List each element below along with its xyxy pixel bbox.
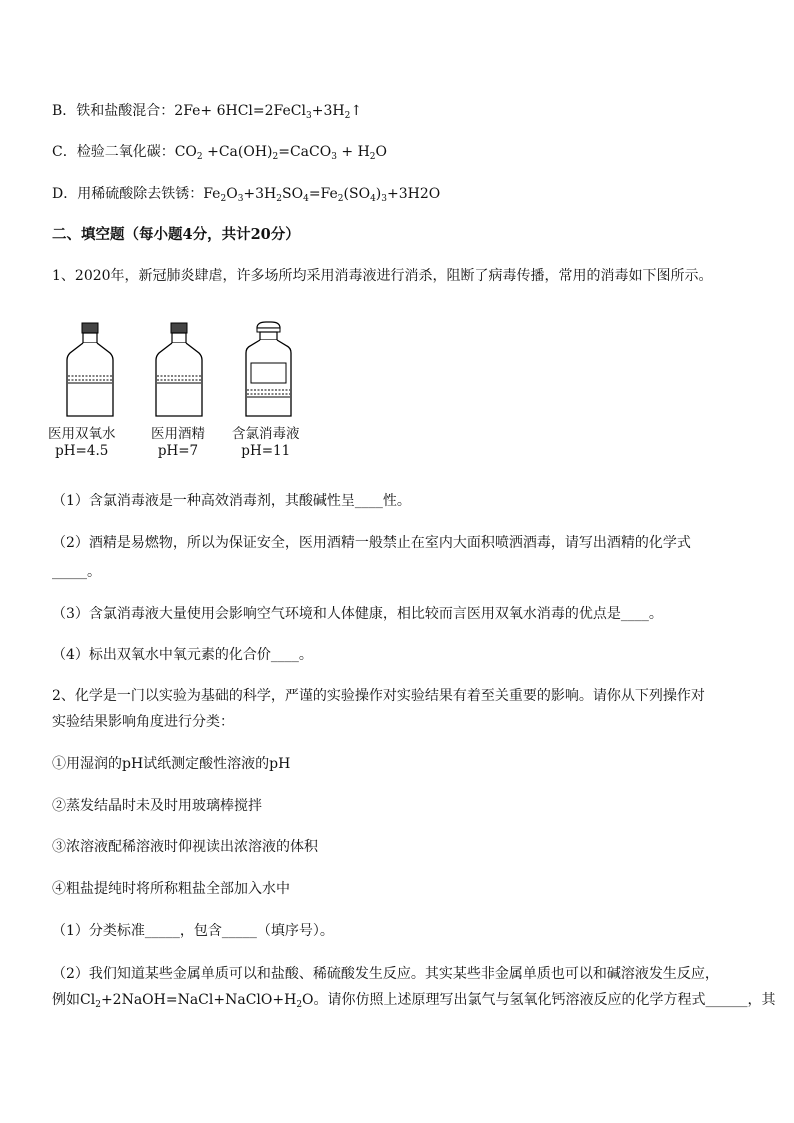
option-c: C．检验二氧化碳：$CO_2$ $+Ca(OH)_2=CaCO_3 + H_2O$: [52, 144, 388, 162]
q1-sub4: （4）标出双氧水中氧元素的化合价____。: [52, 647, 313, 663]
bottle-hydrogen-peroxide-icon: [67, 323, 113, 416]
q2-stem-line2: 实验结果影响角度进行分类：: [52, 714, 234, 730]
bottle-alcohol-icon: [156, 323, 202, 416]
bottles-svg: [52, 320, 332, 425]
q2-stem-line1: 2、化学是一门以实验为基础的科学，严谨的实验操作对实验结果有着至关重要的影响。请你从下列操作对: [52, 688, 705, 704]
q2-item-3: ③浓溶液配稀溶液时仰视读出浓溶液的体积: [52, 839, 318, 855]
option-d: D．用稀硫酸除去铁锈：$Fe_2O_3+3H_2SO_4=Fe_2(SO_4)_3+3H2O$: [52, 186, 441, 204]
bottle-label-1: 医用双氧水 pH=4.5: [48, 426, 116, 459]
bottle-label-2: 医用酒精 pH=7: [151, 426, 205, 459]
section-title: 二、填空题（每小题4分，共计20分）: [52, 226, 300, 243]
q2-item-2: ②蒸发结晶时未及时用玻璃棒搅拌: [52, 798, 262, 814]
q2-item-4: ④粗盐提纯时将所称粗盐全部加入水中: [52, 881, 290, 897]
q2-sub2-line2: 例如$Cl_2+2NaOH=NaCl+NaClO+H_2O$。请你仿照上述原理写出氯气与氢氧化钙溶液反应的化学方程式______，其: [52, 992, 776, 1010]
bottle-label-3: 含氯消毒液 pH=11: [232, 426, 300, 459]
bottle-illustration: [48, 320, 332, 470]
q2-item-1: ①用湿润的pH试纸测定酸性溶液的pH: [52, 756, 291, 772]
option-b: B．铁和盐酸混合：$2Fe+ 6HCl=2FeCl_3+3H_2↑$: [52, 103, 363, 121]
q1-sub3: （3）含氯消毒液大量使用会影响空气环境和人体健康，相比较而言医用双氧水消毒的优点是____。: [52, 606, 663, 622]
q1-stem: 1、2020年，新冠肺炎肆虐，许多场所均采用消毒液进行消杀，阻断了病毒传播，常用的消毒如下图所示。: [52, 268, 713, 284]
q2-sub2-line1: （2）我们知道某些金属单质可以和盐酸、稀硫酸发生反应。其实某些非金属单质也可以和碱溶液发生反应，: [52, 966, 719, 982]
q1-sub2-line2: _____。: [52, 564, 101, 580]
bottle-chlorine-disinfectant-icon: [246, 322, 291, 416]
q1-sub1: （1）含氯消毒液是一种高效消毒剂，其酸碱性呈____性。: [52, 493, 411, 509]
q2-sub1: （1）分类标准_____，包含_____（填序号）。: [52, 923, 334, 939]
q1-sub2-line1: （2）酒精是易燃物，所以为保证安全，医用酒精一般禁止在室内大面积喷洒酒毒，请写出酒精的化学式: [52, 535, 691, 551]
